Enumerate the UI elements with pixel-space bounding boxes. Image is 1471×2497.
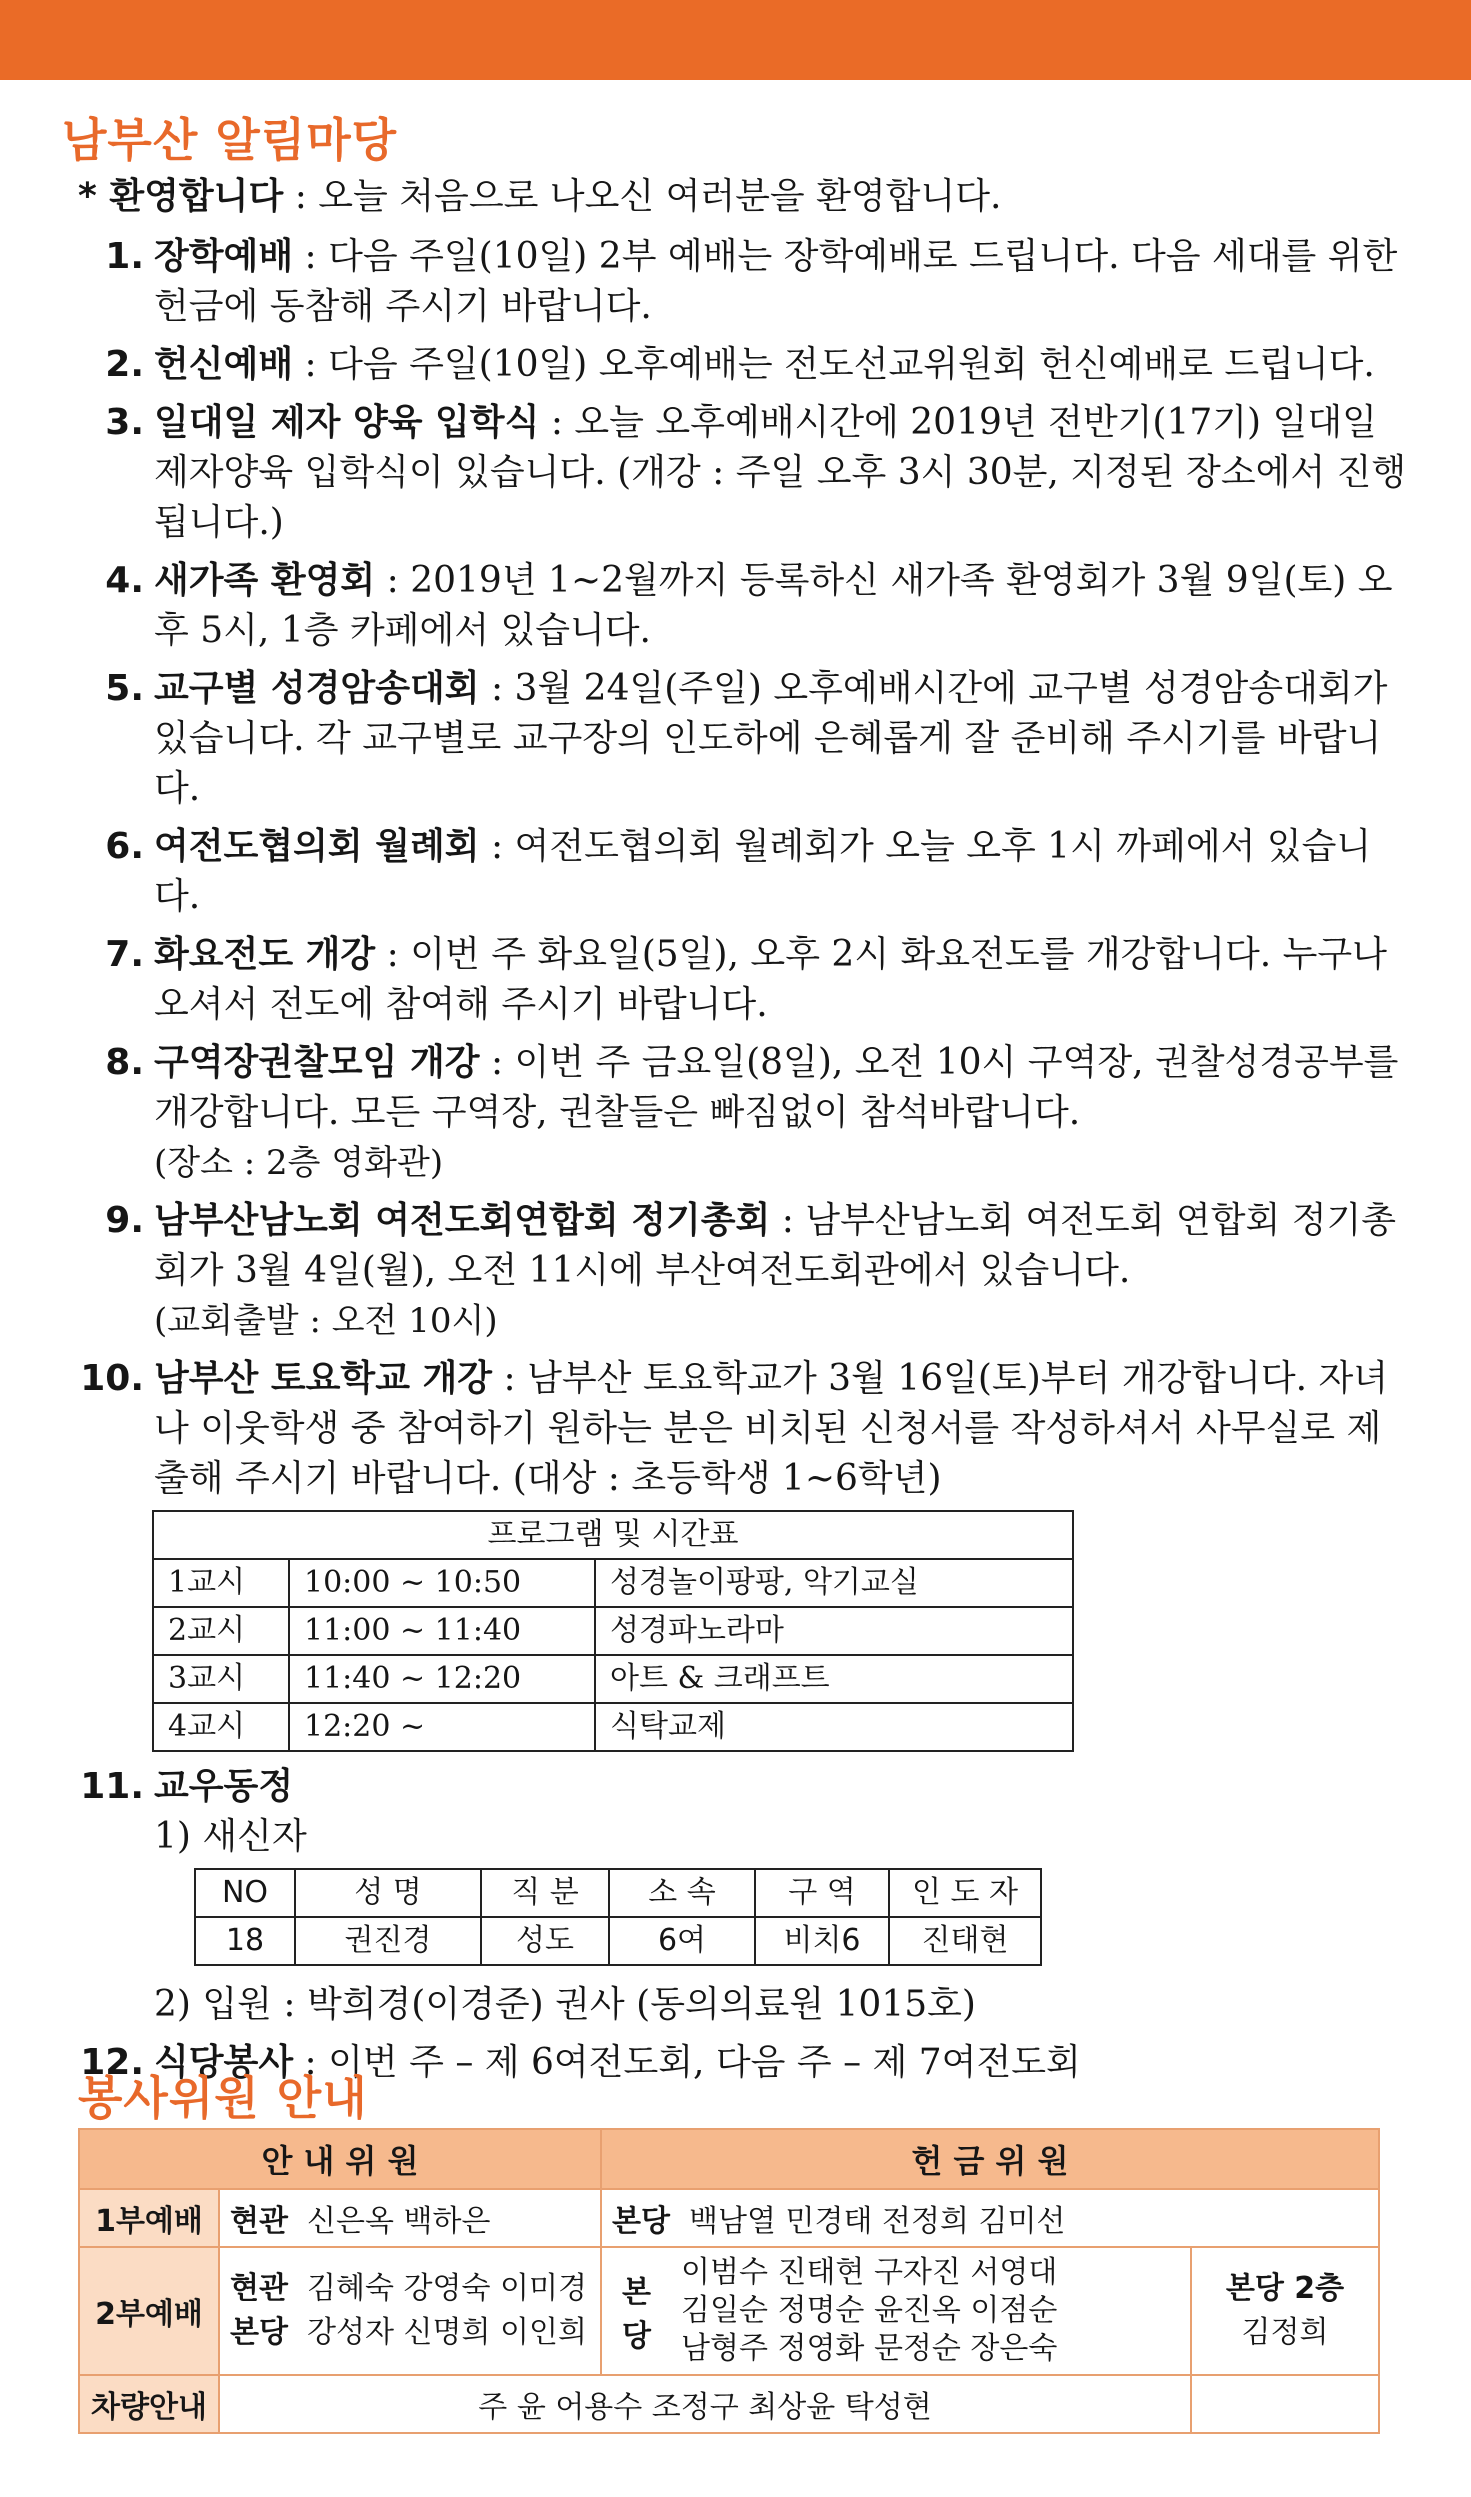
names: 강성자 신명희 이인희 [307,2315,587,2350]
welcome-label: * 환영합니다 [78,176,284,217]
place-label: 본당 [612,2204,670,2239]
names: 김혜숙 강영숙 이미경 [307,2271,587,2306]
table-row [153,1655,1073,1703]
time-cell: 11:00 ~ 11:40 [289,1607,595,1655]
item-title: 교우동정 [154,1766,294,1807]
item-number: 6. [105,826,144,867]
item-title: 장학예배 [154,236,294,277]
table-cell: 진태현 [889,1917,1041,1965]
place-label: 본당 2층 [1225,2271,1345,2306]
column-header: NO [195,1869,295,1917]
item-subheading: 1) 새신자 [154,1816,307,1857]
table-row [79,2189,1379,2247]
item-title: 교구별 성경암송대회 [154,668,480,709]
column-header: 인 도 자 [889,1869,1041,1917]
service-committee-table [78,2128,1380,2434]
notice-item-8 [78,1038,1408,1188]
item-number: 12. [80,2042,144,2083]
usher-cell [219,2189,601,2247]
notice-list [78,232,1408,2096]
table-cell: 6여 [609,1917,755,1965]
item-title: 일대일 제자 양육 입학식 [154,402,540,443]
item-note: (교회출발 : 오전 10시) [154,1301,498,1341]
hospital-label: 2) 입원 : [154,1984,307,2025]
table-cell: 18 [195,1917,295,1965]
notice-item-10 [78,1354,1408,1752]
item-number: 7. [105,934,144,975]
names: 신은옥 백하은 [307,2204,491,2239]
top-orange-band [0,0,1471,80]
place-label: 본당 [230,2315,288,2350]
item-text: : 이번 주 금요일(8일), 오전 10시 구역장, 권찰성경공부를 개강합니다. 모든 구역장, 권찰들은 빠짐없이 참석바랍니다. [154,1042,1399,1133]
vehicle-cell: 주 윤 어용수 조정구 최상윤 탁성현 [219,2375,1191,2433]
offering-cell [601,2189,1379,2247]
table-row [79,2247,1379,2375]
names: 김정희 [1241,2315,1329,2350]
notice-item-3 [78,398,1408,548]
item-title: 남부산 토요학교 개강 [154,1358,493,1399]
item-number: 3. [105,402,144,443]
column-header: 직 분 [481,1869,609,1917]
item-number: 1. [105,236,144,277]
welcome-text: : 오늘 처음으로 나오신 여러분을 환영합니다. [283,176,1002,217]
notice-heading: 남부산 알림마당 [62,113,398,167]
names: 이범수 진태현 구자진 서영대 [681,2255,1058,2290]
notice-item-4 [78,556,1408,656]
item-text: : 이번 주 화요일(5일), 오후 2시 화요전도를 개강합니다. 누구나 오셔서 전도에 참여해 주시기 바랍니다. [154,934,1387,1025]
item-title: 식당봉사 [154,2042,294,2083]
time-cell: 12:20 ~ [289,1703,595,1751]
period-cell: 1교시 [153,1559,289,1607]
item-text: : 다음 주일(10일) 2부 예배는 장학예배로 드립니다. 다음 세대를 위한 헌금에 동참해 주시기 바랍니다. [154,236,1398,327]
table-row [153,1703,1073,1751]
item-number: 8. [105,1042,144,1083]
usher-header: 안 내 위 원 [79,2129,601,2189]
column-header: 소 속 [609,1869,755,1917]
names: 남형주 정영화 문정순 장은숙 [681,2331,1058,2366]
table-header-row [195,1869,1041,1917]
item-number: 2. [105,344,144,385]
item-text: : 다음 주일(10일) 오후예배는 전도선교위원회 헌신예배로 드립니다. [293,344,1375,385]
usher-cell [219,2247,601,2375]
item-text: : 남부산남노회 여전도회 연합회 정기총회가 3월 4일(월), 오전 11시에 부산여전도회관에서 있습니다. [154,1200,1397,1291]
program-cell: 성경놀이팡팡, 악기교실 [595,1559,1073,1607]
period-cell: 2교시 [153,1607,289,1655]
table-header-row [79,2129,1379,2189]
offering-names [671,2247,1191,2375]
table-row [153,1607,1073,1655]
table-cell: 성도 [481,1917,609,1965]
empty-cell [1191,2375,1379,2433]
offering-extra-cell [1191,2247,1379,2375]
notice-item-2 [78,340,1408,390]
row-label: 1부예배 [79,2189,219,2247]
place-label: 현관 [230,2204,288,2239]
notice-item-5 [78,664,1408,814]
offering-place: 본당 [601,2247,671,2375]
service-heading: 봉사위원 안내 [78,2071,368,2125]
notice-item-11 [78,1762,1408,2030]
item-text: : 여전도협의회 월례회가 오늘 오후 1시 까페에서 있습니다. [154,826,1372,917]
item-number: 4. [105,560,144,601]
item-number: 11. [80,1766,144,1807]
item-title: 여전도협의회 월례회 [154,826,480,867]
row-label: 차량안내 [79,2375,219,2433]
notice-item-1 [78,232,1408,332]
time-cell: 11:40 ~ 12:20 [289,1655,595,1703]
table-cell: 비치6 [755,1917,889,1965]
item-text: : 3월 24일(주일) 오후예배시간에 교구별 성경암송대회가 있습니다. 각 교구별로 교구장의 인도하에 은혜롭게 잘 준비해 주시기를 바랍니다. [154,668,1388,809]
row-label: 2부예배 [79,2247,219,2375]
offering-header: 헌 금 위 원 [601,2129,1379,2189]
names: 김일순 정명순 윤진옥 이점순 [681,2293,1058,2328]
program-cell: 아트 & 크래프트 [595,1655,1073,1703]
place-label: 현관 [230,2271,288,2306]
item-text: : 이번 주 – 제 6여전도회, 다음 주 – 제 7여전도회 [293,2042,1081,2083]
hospital-text: 박희경(이경준) 권사 (동의의료원 1015호) [306,1984,976,2025]
item-number: 10. [80,1358,144,1399]
item-text: : 남부산 토요학교가 3월 16일(토)부터 개강합니다. 자녀나 이웃학생 중 참여하기 원하는 분은 비치된 신청서를 작성하셔서 사무실로 제출해 주시기 바랍니다. (대상 : 초등학생 1~6학년) [154,1358,1389,1499]
notice-item-7 [78,930,1408,1030]
table-row [153,1559,1073,1607]
program-table-title: 프로그램 및 시간표 [153,1511,1073,1559]
period-cell: 3교시 [153,1655,289,1703]
item-title: 남부산남노회 여전도회연합회 정기총회 [154,1200,771,1241]
notice-item-9 [78,1196,1408,1346]
program-cell: 식탁교제 [595,1703,1073,1751]
column-header: 성 명 [295,1869,481,1917]
notice-item-6 [78,822,1408,922]
program-schedule-table [152,1510,1074,1752]
welcome-line [78,168,1001,219]
time-cell: 10:00 ~ 10:50 [289,1559,595,1607]
item-number: 5. [105,668,144,709]
program-cell: 성경파노라마 [595,1607,1073,1655]
table-cell: 권진경 [295,1917,481,1965]
item-title: 헌신예배 [154,344,294,385]
names: 백남열 민경태 전정희 김미선 [689,2204,1066,2239]
column-header: 구 역 [755,1869,889,1917]
item-title: 구역장권찰모임 개강 [154,1042,480,1083]
item-title: 화요전도 개강 [154,934,376,975]
table-row [195,1917,1041,1965]
period-cell: 4교시 [153,1703,289,1751]
item-text: : 오늘 오후예배시간에 2019년 전반기(17기) 일대일 제자양육 입학식이 있습니다. (개강 : 주일 오후 3시 30분, 지정된 장소에서 진행됩니다.) [154,402,1407,543]
new-member-table [194,1868,1042,1966]
table-row [79,2375,1379,2433]
item-note: (장소 : 2층 영화관) [154,1143,444,1183]
item-text: : 2019년 1~2월까지 등록하신 새가족 환영회가 3월 9일(토) 오후 5시, 1층 카페에서 있습니다. [154,560,1393,651]
item-title: 새가족 환영회 [154,560,376,601]
item-number: 9. [105,1200,144,1241]
